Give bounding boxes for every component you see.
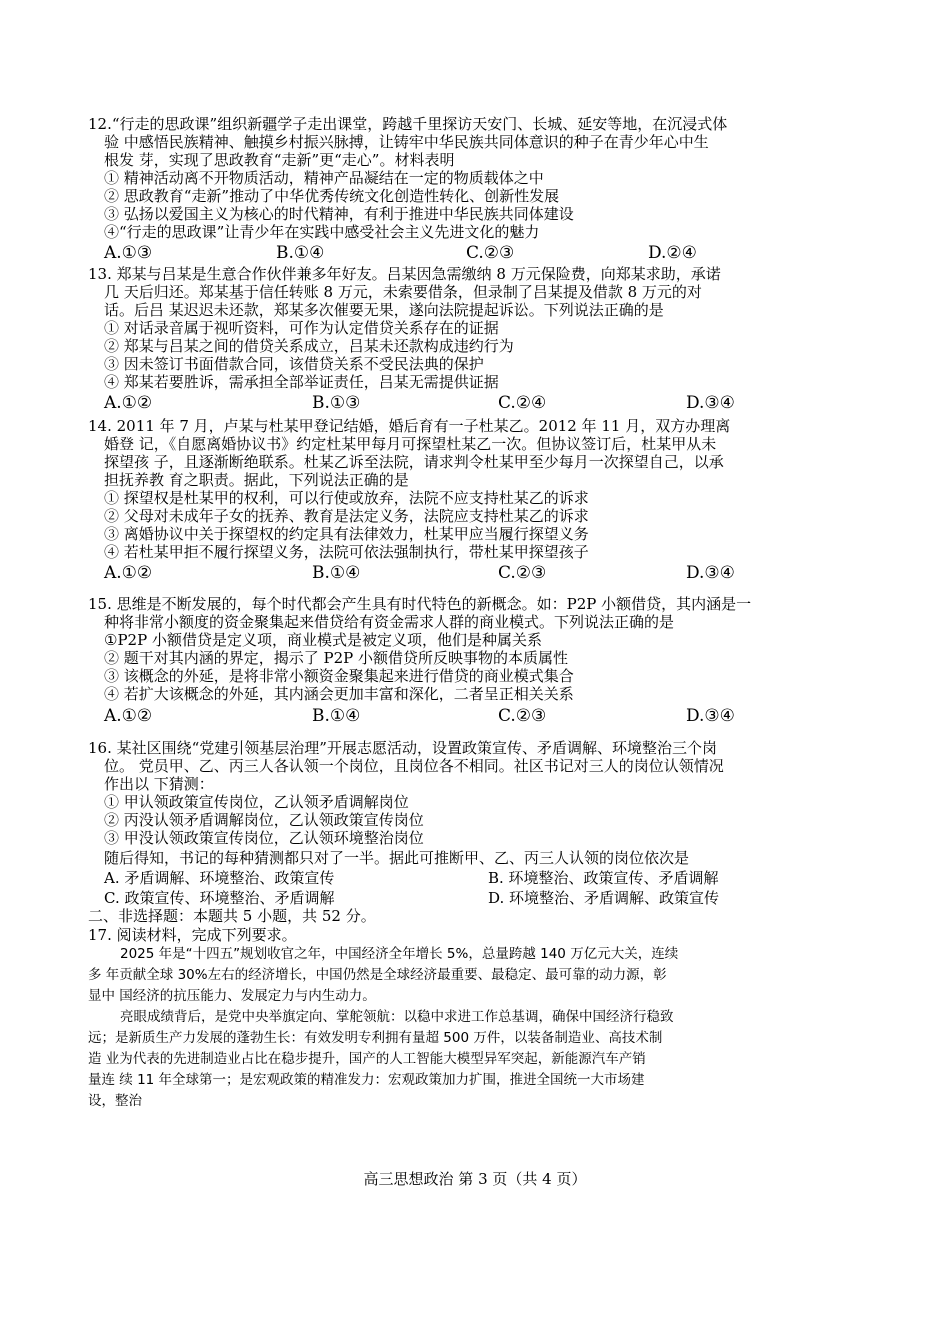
q14-choice-b: B.①④ [312, 563, 361, 583]
q12-stem-line-2: 验 中感悟民族精神、触摸乡村振兴脉搏，让铸牢中华民族共同体意识的种子在青少年心中生 [104, 133, 709, 151]
page-footer: 高三思想政治 第 3 页（共 4 页） [363, 1170, 587, 1188]
q17-material-line-4: 亮眼成绩背后，是党中央举旗定向、掌舵领航：以稳中求进工作总基调，确保中国经济行稳致 [120, 1009, 674, 1025]
q15-choice-b: B.①④ [312, 706, 361, 726]
q12-option-2: ② 思政教育“走新”推动了中华优秀传统文化创造性转化、创新性发展 [104, 187, 560, 205]
q16-choice-a: A. 矛盾调解、环境整治、政策宣传 [104, 869, 335, 887]
q16-guess-3: ③ 甲没认领政策宣传岗位，乙认领环境整治岗位 [104, 829, 424, 847]
q15-choice-d: D.③④ [686, 706, 735, 726]
section-heading: 二、非选择题：本题共 5 小题，共 52 分。 [88, 907, 376, 925]
q16-choice-b: B. 环境整治、政策宣传、矛盾调解 [488, 869, 719, 887]
q12-choices [104, 243, 824, 263]
q13-choice-d: D.③④ [686, 393, 735, 413]
q14-option-4: ④ 若杜某甲拒不履行探望义务，法院可依法强制执行，带杜某甲探望孩子 [104, 543, 589, 561]
q15-choice-a: A.①② [104, 706, 153, 726]
q12-option-1: ① 精神活动离不开物质活动，精神产品凝结在一定的物质载体之中 [104, 169, 544, 187]
q13-option-4: ④ 郑某若要胜诉，需承担全部举证责任，吕某无需提供证据 [104, 373, 499, 391]
q16-stem-line-4: 随后得知，书记的每种猜测都只对了一半。据此可推断甲、乙、丙三人认领的岗位依次是 [104, 849, 690, 867]
q13-stem-line-3: 话。后吕 某迟迟未还款，郑某多次催要无果，遂向法院提起诉讼。下列说法正确的是 [104, 301, 664, 319]
q15-choices [104, 706, 824, 726]
q16-guess-1: ① 甲认领政策宣传岗位，乙认领矛盾调解岗位 [104, 793, 409, 811]
q17-material-line-1: 2025 年是“十四五”规划收官之年，中国经济全年增长 5%，总量跨越 140 万亿元大关，连续 [120, 946, 679, 962]
q12-choice-a: A.①③ [104, 243, 153, 263]
q14-stem-line-3: 探望孩 子，且逐渐断绝联系。杜某乙诉至法院，请求判令杜某甲至少每月一次探望自己，以承 [104, 453, 724, 471]
q13-option-2: ② 郑某与吕某之间的借贷关系成立，吕某未还款构成违约行为 [104, 337, 514, 355]
q14-option-1: ① 探望权是杜某甲的权利，可以行使或放弃，法院不应支持杜某乙的诉求 [104, 489, 589, 507]
q15-stem-line-2: 种将非常小额度的资金聚集起来借贷给有资金需求人群的商业模式。下列说法正确的是 [104, 613, 675, 631]
q17-material-line-2: 多 年贡献全球 30%左右的经济增长，中国仍然是全球经济最重要、最稳定、最可靠的动力源，彰 [88, 967, 667, 983]
q12-stem-line-3: 根发 芽，实现了思政教育“走新”更“走心”。材料表明 [104, 151, 455, 169]
q14-choices [104, 563, 824, 583]
q12-option-3: ③ 弘扬以爱国主义为核心的时代精神，有利于推进中华民族共同体建设 [104, 205, 574, 223]
q15-choice-c: C.②③ [498, 706, 547, 726]
q17-material-line-7: 量连 续 11 年全球第一；是宏观政策的精准发力：宏观政策加力扩围，推进全国统一大市场建 [88, 1072, 645, 1088]
q13-option-1: ① 对话录音属于视听资料，可作为认定借贷关系存在的证据 [104, 319, 499, 337]
q16-stem-line-1: 16. 某社区围绕“党建引领基层治理”开展志愿活动，设置政策宣传、矛盾调解、环境整治三个岗 [88, 739, 717, 757]
q15-option-3: ③ 该概念的外延，是将非常小额资金聚集起来进行借贷的商业模式集合 [104, 667, 574, 685]
q13-choice-b: B.①③ [312, 393, 361, 413]
q17-material-line-8: 设，整治 [88, 1093, 142, 1109]
q16-choice-d: D. 环境整治、矛盾调解、政策宣传 [488, 889, 720, 907]
q17-material-line-6: 造 业为代表的先进制造业占比在稳步提升，国产的人工智能大模型异军突起，新能源汽车产销 [88, 1051, 646, 1067]
q14-choice-d: D.③④ [686, 563, 735, 583]
q16-choice-c: C. 政策宣传、环境整治、矛盾调解 [104, 889, 335, 907]
q14-stem-line-4: 担抚养教 育之职责。据此，下列说法正确的是 [104, 471, 409, 489]
q12-stem-line-1: 12.“行走的思政课”组织新疆学子走出课堂，跨越千里探访天安门、长城、延安等地，在沉浸式体 [88, 115, 728, 133]
q13-stem-line-2: 几 天后归还。郑某基于信任转账 8 万元，未索要借条，但录制了吕某提及借款 8 万元的对 [104, 283, 702, 301]
q13-choices [104, 393, 824, 413]
q13-choice-a: A.①② [104, 393, 153, 413]
q16-stem-line-2: 位。 党员甲、乙、丙三人各认领一个岗位，且岗位各不相同。社区书记对三人的岗位认领情况 [104, 757, 724, 775]
q12-choice-d: D.②④ [648, 243, 697, 263]
q16-guess-2: ② 丙没认领矛盾调解岗位，乙认领政策宣传岗位 [104, 811, 424, 829]
q14-choice-a: A.①② [104, 563, 153, 583]
q14-option-3: ③ 离婚协议中关于探望权的约定具有法律效力，杜某甲应当履行探望义务 [104, 525, 589, 543]
q15-option-2: ② 题干对其内涵的界定，揭示了 P2P 小额借贷所反映事物的本质属性 [104, 649, 569, 667]
q13-option-3: ③ 因未签订书面借款合同，该借贷关系不受民法典的保护 [104, 355, 484, 373]
q15-option-4: ④ 若扩大该概念的外延，其内涵会更加丰富和深化，二者呈正相关关系 [104, 685, 574, 703]
q17-stem: 17. 阅读材料，完成下列要求。 [88, 926, 297, 944]
q17-material-line-5: 远；是新质生产力发展的蓬勃生长：有效发明专利拥有量超 500 万件，以装备制造业、高技术制 [88, 1030, 663, 1046]
q13-choice-c: C.②④ [498, 393, 547, 413]
q12-choice-b: B.①④ [276, 243, 325, 263]
q14-option-2: ② 父母对未成年子女的抚养、教育是法定义务，法院应支持杜某乙的诉求 [104, 507, 589, 525]
q15-option-1: ①P2P 小额借贷是定义项，商业模式是被定义项，他们是种属关系 [104, 631, 542, 649]
q16-stem-line-3: 作出以 下猜测： [104, 775, 214, 793]
q15-stem-line-1: 15. 思维是不断发展的，每个时代都会产生具有时代特色的新概念。如：P2P 小额借贷，其内涵是一 [88, 595, 752, 613]
q13-stem-line-1: 13. 郑某与吕某是生意合作伙伴兼多年好友。吕某因急需缴纳 8 万元保险费，向郑某求助，承诺 [88, 265, 721, 283]
q12-option-4: ④“行走的思政课”让青少年在实践中感受社会主义先进文化的魅力 [104, 223, 540, 241]
q14-stem-line-2: 婚登 记，《自愿离婚协议书》约定杜某甲每月可探望杜某乙一次。但协议签订后，杜某甲从未 [104, 435, 717, 453]
q14-stem-line-1: 14. 2011 年 7 月，卢某与杜某甲登记结婚，婚后育有一子杜某乙。2012 年 11 月，双方办理离 [88, 417, 731, 435]
q17-material-line-3: 显中 国经济的抗压能力、发展定力与内生动力。 [88, 988, 376, 1004]
q12-choice-c: C.②③ [466, 243, 515, 263]
q14-choice-c: C.②③ [498, 563, 547, 583]
